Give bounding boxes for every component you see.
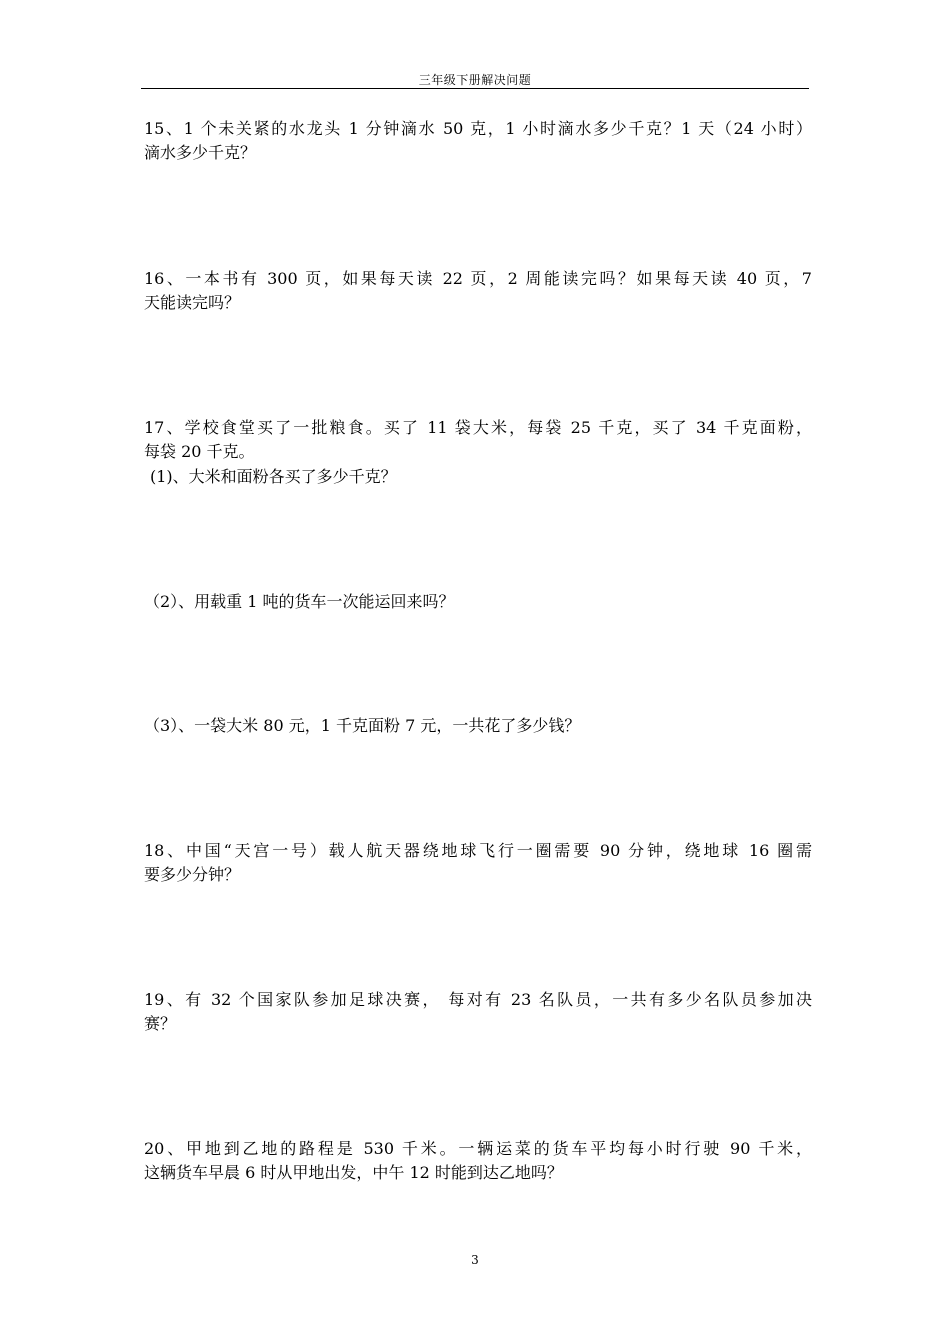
question-17-line-2: 每袋 20 千克。 xyxy=(144,442,255,461)
question-17-sub-2: （2）、用载重 1 吨的货车一次能运回来吗？ xyxy=(144,592,455,611)
question-18-line-1: 18、中国“天宫一号）载人航天器绕地球飞行一圈需要 90 分钟，绕地球 16 圈需 xyxy=(144,841,812,860)
page-number: 3 xyxy=(471,1253,479,1267)
question-16-line-2: 天能读完吗？ xyxy=(144,293,241,312)
header-rule xyxy=(141,88,809,89)
question-15-line-2: 滴水多少千克？ xyxy=(144,143,257,162)
question-20-line-1: 20、甲地到乙地的路程是 530 千米。一辆运菜的货车平均每小时行驶 90 千米， xyxy=(144,1139,812,1158)
page-header-title: 三年级下册解决问题 xyxy=(418,73,532,87)
question-17-sub-1: (1)、大米和面粉各买了多少千克？ xyxy=(150,467,397,486)
question-17-sub-3: （3）、一袋大米 80 元，1 千克面粉 7 元，一共花了多少钱？ xyxy=(144,716,581,735)
question-19-line-2: 赛？ xyxy=(144,1014,177,1033)
question-16-line-1: 16、一本书有 300 页，如果每天读 22 页，2 周能读完吗？如果每天读 40 页，7 xyxy=(144,269,812,288)
question-17-line-1: 17、学校食堂买了一批粮食。买了 11 袋大米，每袋 25 千克，买了 34 千克面粉， xyxy=(144,418,812,437)
question-20-line-2: 这辆货车早晨 6 时从甲地出发，中午 12 时能到达乙地吗？ xyxy=(144,1163,563,1182)
question-18-line-2: 要多少分钟？ xyxy=(144,865,241,884)
question-15-line-1: 15、1 个未关紧的水龙头 1 分钟滴水 50 克，1 小时滴水多少千克？1 天（24 小时） xyxy=(144,119,812,138)
question-19-line-1: 19、有 32 个国家队参加足球决赛， 每对有 23 名队员，一共有多少名队员参加决 xyxy=(144,990,812,1009)
